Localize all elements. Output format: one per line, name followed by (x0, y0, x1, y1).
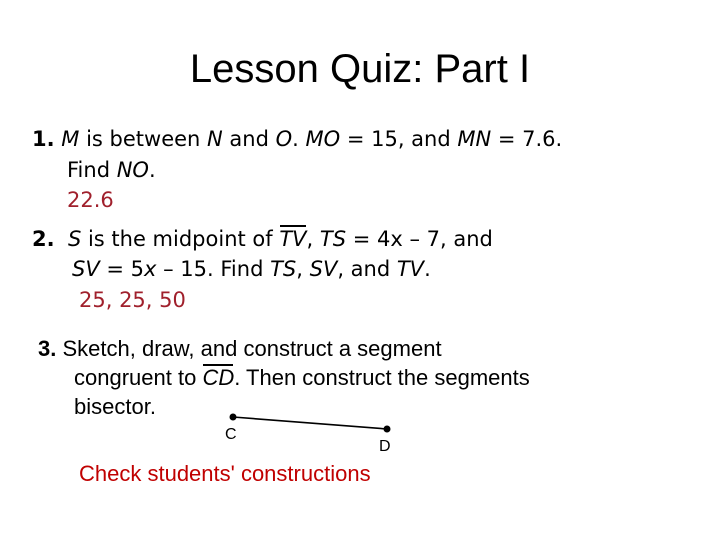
var-sv: SV (309, 257, 338, 281)
question-3-line-2 (74, 363, 530, 393)
segment-line (233, 417, 387, 429)
q3-text: bisector. (74, 394, 156, 419)
question-1-line-2 (67, 155, 156, 185)
q2-text: = 4x – 7, and (346, 227, 493, 251)
question-1-answer: 22.6 (67, 188, 114, 212)
q2-text: , (296, 257, 310, 281)
q2-text: – 15. Find (156, 257, 271, 281)
var-n: N (207, 127, 223, 151)
point-c-label: C (225, 426, 237, 443)
slide-title: Lesson Quiz: Part I (189, 47, 531, 91)
question-2-line-2 (72, 254, 431, 284)
question-number: 1. (32, 127, 55, 151)
var-tv: TV (396, 257, 425, 281)
q2-text: is the midpoint of (81, 227, 280, 251)
point-d-dot (384, 426, 391, 433)
q3-text: congruent to (74, 365, 203, 390)
question-number: 3. (38, 336, 57, 361)
point-c-dot (230, 414, 237, 421)
var-no: NO (116, 158, 149, 182)
q2-text: , and (337, 257, 397, 281)
q3-text: . Then construct the segments (234, 365, 530, 390)
question-3-line-1 (38, 334, 442, 364)
point-d-label: D (379, 438, 391, 455)
var-mo: MO (305, 127, 341, 151)
var-sv: SV (72, 257, 100, 281)
question-3-line-3 (74, 392, 156, 422)
var-ts: TS (319, 227, 347, 251)
question-2-line-1 (32, 224, 493, 254)
q2-text: . (424, 257, 431, 281)
q1-text: Find (67, 158, 117, 182)
q1-text: = 15, and (340, 127, 458, 151)
var-mn: MN (457, 127, 492, 151)
segment-cd: CD (202, 363, 234, 393)
q1-text: and (222, 127, 276, 151)
var-ts: TS (270, 257, 297, 281)
question-1-line-1 (32, 124, 562, 154)
q2-text: , (306, 227, 320, 251)
q1-text: . (148, 158, 156, 182)
q1-text: is between (79, 127, 208, 151)
var-s: S (67, 227, 82, 251)
check-constructions-note: Check students' constructions (79, 461, 371, 486)
var-m: M (61, 127, 80, 151)
q3-text: Sketch, draw, and construct a segment (56, 336, 442, 361)
q2-text: = 5 (99, 257, 145, 281)
q1-text: . (292, 127, 306, 151)
segment-cd-diagram (215, 405, 405, 455)
segment-tv: TV (279, 224, 306, 254)
var-o: O (275, 127, 293, 151)
var-x: x (144, 257, 157, 281)
q1-text: = 7.6. (491, 127, 563, 151)
question-number: 2. (32, 227, 55, 251)
question-2-answer: 25, 25, 50 (79, 288, 186, 312)
